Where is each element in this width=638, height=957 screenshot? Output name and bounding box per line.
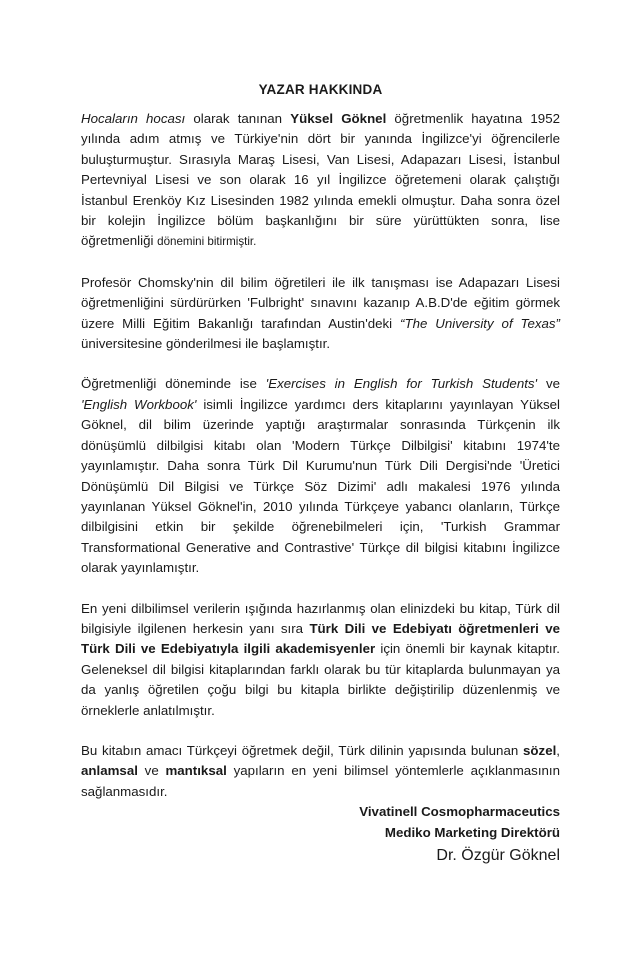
text-run: Bu kitabın amacı Türkçeyi öğretmek değil, Türk dilinin yapısında bulunan	[81, 742, 524, 758]
text-run: yapıların en yeni bilimsel yöntemlerle açıklanmasının sağlanmasıdır.	[81, 763, 560, 799]
text-run: olarak tanınan	[185, 111, 291, 126]
bold-phrase: Türk Dili ve Edebiyatı öğretmenleri ve Türk Dili ve Edebiyatıyla ilgili akademisyenler	[81, 620, 560, 657]
text-run: isimli İngilizce yardımcı ders kitaplarını yayınlayan Yüksel Göknel, dil bilim üzerinde yaptığı araştırmalar sonrasında Türkçenin ilk dönüşümlü dilbilgisi kitabı olan 'Modern Türkçe Dilbilgisi' kitabını 1974'te yayınlamıştır. Daha sonra Türk Dil Kurumu'nun Türk Dili Dergisi'nde 'Üretici Dönüşümlü Dil Bilgisi ve Türkçe Söz Dizimi' adlı makalesi 1976 yılında yayınlanan Yüksel Göknel'in, 2010 yılında Türkçeye yabancı olanların, Türkçe dilbilgisini etkin bir şekilde öğrenebilmeleri için, 'Turkish Grammar Transformational Generative and Contrastive' Türkçe dil bilgisi kitabını İngilizce olarak yayınlamıştır.	[81, 396, 560, 576]
text-run: öğretmenlik hayatına 1952 yılında adım atmış ve Türkiye'nin dört bir yanında İngilizce'yi öğrencilerle buluşturmuştur. Sırasıyla Maraş Lisesi, Van Lisesi, Adapazarı Lisesi, İstanbul Pertevniyal Lisesi ve son olarak 16 yıl İngilizce öğretemeni olarak çalıştığı İstanbul Erenköy Kız Lisesinden 1982 yılında emekli olmuştur. Daha sonra özel bir kolejin İngilizce bölüm başkanlığını bir süre yürüttükten sonra, lise öğretmenliği	[81, 111, 560, 249]
signature-company: Vivatinell Cosmopharmaceutics	[359, 804, 560, 820]
italic-book-title: 'English Workbook'	[81, 396, 197, 412]
bold-word: mantıksal	[165, 763, 227, 779]
text-run: üniversitesine gönderilmesi ile başlamıştır.	[81, 336, 331, 352]
paragraph-book-purpose	[81, 599, 560, 721]
signature-role: Mediko Marketing Direktörü	[384, 824, 560, 840]
signature-name: Dr. Özgür Göknel	[436, 847, 560, 864]
text-run: Profesör Chomsky'nin dil bilim öğretileri ile ilk tanışması ise Adapazarı Lisesi öğretmenliğini sürdürürken 'Fulbright' sınavını kazanıp A.B.D'de eğitim görmek üzere Milli Eğitim Bakanlığı tarafından Austin'deki	[81, 274, 560, 331]
text-run: ,	[556, 742, 560, 758]
paragraph-author-career	[81, 109, 560, 253]
paragraph-publications	[81, 374, 560, 578]
text-run: En yeni dilbilimsel verilerin ışığında hazırlanmış olan elinizdeki bu kitap, Türk dil bilgisiyle ilgilenen herkesin yanı sıra	[81, 600, 560, 636]
bold-word: anlamsal	[81, 763, 138, 779]
author-name: Yüksel Göknel	[290, 111, 387, 126]
text-run: ve	[137, 763, 166, 779]
page-title: YAZAR HAKKINDA	[258, 82, 383, 97]
text-run-small: dönemini bitirmiştir.	[157, 235, 257, 249]
paragraph-chomsky	[81, 273, 560, 355]
italic-phrase: “The University of Texas”	[400, 315, 560, 331]
bold-word: sözel	[523, 742, 557, 758]
text-run: Öğretmenliği döneminde ise	[81, 376, 266, 392]
text-run: için önemli bir kaynak kitaptır. Geleneksel dil bilgisi kitaplarından farklı olarak bu tür kitaplarda bulunmayan ya da yanlış öğretilen çoğu bilgi bu kitapla birlikte değiştirilip düzenlenmiş ve örneklerle anlatılmıştır.	[81, 641, 560, 718]
italic-book-title: 'Exercises in English for Turkish Students'	[265, 376, 538, 392]
italic-phrase: Hocaların hocası	[81, 111, 186, 126]
text-run: ve	[537, 376, 560, 392]
paragraph-book-aim	[81, 741, 560, 802]
